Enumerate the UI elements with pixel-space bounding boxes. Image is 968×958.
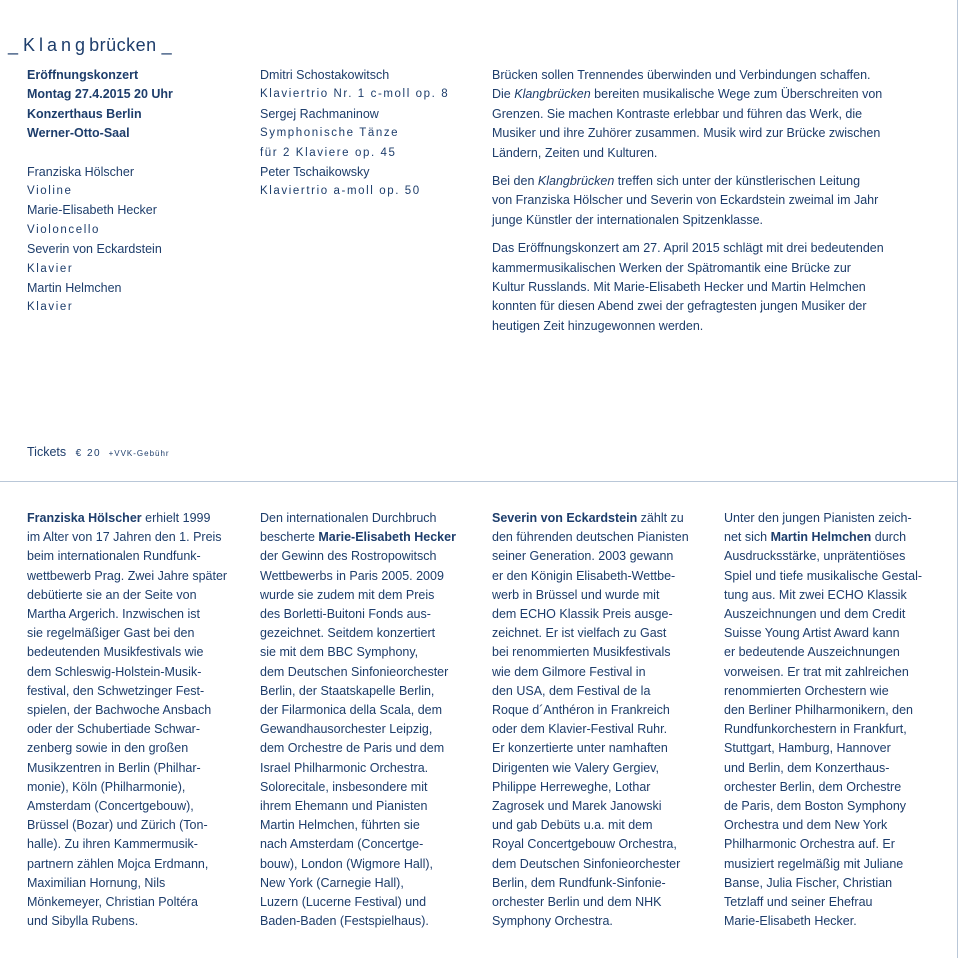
section-divider (0, 481, 958, 482)
text-line: partnern zählen Mojca Erdmann, (27, 856, 209, 871)
text-line: dem Schleswig-Holstein-Musik- (27, 664, 202, 679)
text-line: Royal Concertgebouw Orchestra, (492, 837, 677, 852)
intro-text (492, 66, 928, 345)
text-line: Israel Philharmonic Orchestra. (260, 760, 429, 775)
biography-text (724, 509, 936, 931)
text-line: Baden-Baden (Festspielhaus). (260, 914, 429, 929)
text-line: Philippe Herreweghe, Lothar (492, 779, 651, 794)
program-work: für 2 Klaviere op. 45 (260, 146, 397, 159)
text-line: heutigen Zeit hinzugewonnen werden. (492, 318, 704, 333)
program-composer: Dmitri Schostakowitsch (260, 68, 390, 82)
text-line: de Paris, dem Boston Symphony (724, 799, 907, 814)
text-line: Rundfunkorchestern in Frankfurt, (724, 722, 907, 737)
biography-text (27, 509, 239, 931)
text-line: der Gewinn des Rostropowitsch (260, 549, 437, 564)
tickets-price: € 20 (75, 448, 102, 459)
text-line: er bedeutende Auszeichnungen (724, 645, 900, 660)
text-line: vorweisen. Er trat mit zahlreichen (724, 664, 909, 679)
text-line: Martin Helmchen, führten sie (260, 818, 420, 833)
tickets-fee: +VVK-Gebühr (108, 449, 170, 458)
event-date: Montag 27.4.2015 20 Uhr (27, 87, 173, 102)
text-line: zenberg sowie in den großen (27, 741, 189, 756)
text-line: nach Amsterdam (Concertge- (260, 837, 424, 852)
title-dash-right: _ (161, 35, 172, 55)
event-hall: Werner-Otto-Saal (27, 126, 130, 141)
text-line: zeichnet. Er ist vielfach zu Gast (492, 626, 667, 641)
text-line: Wettbewerbs in Paris 2005. 2009 (260, 568, 444, 583)
title-suffix: brücken (89, 35, 157, 55)
intro-paragraph (492, 172, 928, 230)
text-line: Ausdrucksstärke, unprätentiöses (724, 549, 906, 564)
text-line: Kultur Russlands. Mit Marie-Elisabeth Hecker und Martin Helmchen (492, 280, 866, 295)
text-line: Berlin, der Staatskapelle Berlin, (260, 683, 435, 698)
program-work: Klaviertrio a-moll op. 50 (260, 185, 421, 198)
text-line: bei renommierten Musikfestivals (492, 645, 671, 660)
text-line: Auszeichnungen und dem Credit (724, 607, 906, 622)
tickets-label: Tickets (27, 445, 67, 459)
text-line: Er konzertierte unter namhaften (492, 741, 668, 756)
text-line: den führenden deutschen Pianisten (492, 530, 689, 545)
bio-name: Franziska Hölscher (27, 511, 142, 525)
text-line: sie regelmäßiger Gast bei den (27, 626, 195, 641)
text-line: kammermusikalischen Werken der Spätromantik eine Brücke zur (492, 260, 851, 275)
text-line: Bei den Klangbrücken treffen sich unter der künstlerischen Leitung (492, 174, 861, 189)
text-line: halle). Zu ihren Kammermusik- (27, 837, 198, 852)
text-line: Mönkemeyer, Christian Poltéra (27, 895, 198, 910)
text-line: konnten für diesen Abend zwei der gefragtesten jungen Musiker der (492, 299, 867, 314)
program-composer: Peter Tschaikowsky (260, 165, 370, 180)
text-line: von Franziska Hölscher und Severin von Eckardstein zweimal im Jahr (492, 193, 879, 208)
text-line: sie mit dem BBC Symphony, (260, 645, 419, 660)
text-line: Maximilian Hornung, Nils (27, 875, 166, 890)
performer-instrument: Klavier (27, 301, 74, 314)
text-line: Brücken sollen Trennendes überwinden und Verbindungen schaffen. (492, 68, 871, 82)
performer-instrument: Violoncello (27, 223, 101, 236)
text-line: Das Eröffnungskonzert am 27. April 2015 schlägt mit drei bedeutenden (492, 241, 884, 256)
text-line: gezeichnet. Seitdem konzertiert (260, 626, 436, 641)
text-line: Ländern, Zeiten und Kulturen. (492, 145, 658, 160)
intro-paragraph (492, 66, 928, 163)
text-line: dem Orchestre de Paris und dem (260, 741, 445, 756)
text-line: im Alter von 17 Jahren den 1. Preis (27, 530, 222, 545)
event-venue: Konzerthaus Berlin (27, 106, 142, 121)
text-line: des Borletti-Buitoni Fonds aus- (260, 607, 431, 622)
page-title (8, 34, 172, 56)
text-line: wie dem Gilmore Festival in (492, 664, 646, 679)
text-line: oder der Schubertiade Schwar- (27, 722, 201, 737)
text-line: New York (Carnegie Hall), (260, 875, 404, 890)
text-line: Franziska Hölscher erhielt 1999 (27, 511, 211, 525)
text-line: musiziert regelmäßig mit Juliane (724, 856, 904, 871)
text-line: net sich Martin Helmchen durch (724, 530, 907, 545)
title-dash-left: _ (8, 35, 19, 55)
text-line: wettbewerb Prag. Zwei Jahre später (27, 568, 228, 583)
text-line: Philharmonic Orchestra auf. Er (724, 837, 895, 852)
bio-name: Severin von Eckardstein (492, 511, 638, 525)
text-line: seiner Generation. 2003 gewann (492, 549, 674, 564)
text-line: Dirigenten wie Valery Gergiev, (492, 760, 659, 775)
performer-name: Severin von Eckardstein (27, 242, 162, 257)
event-name: Eröffnungskonzert (27, 68, 139, 82)
text-line: Musiker und ihre Zuhörer zusammen. Musik wird zur Brücke zwischen (492, 126, 881, 141)
text-line: dem Deutschen Sinfonieorchester (260, 664, 449, 679)
text-line: Amsterdam (Concertgebouw), (27, 799, 194, 814)
text-line: Brüssel (Bozar) und Zürich (Ton- (27, 818, 208, 833)
biography-text (492, 509, 704, 931)
performer-instrument: Violine (27, 185, 73, 198)
text-line: und Berlin, dem Konzerthaus- (724, 760, 890, 775)
bio-name: Marie-Elisabeth Hecker (318, 530, 456, 545)
tickets-info (27, 444, 170, 462)
text-line: Suisse Young Artist Award kann (724, 626, 900, 641)
text-line: werb in Brüssel und wurde mit (492, 587, 660, 602)
program-work: Klaviertrio Nr. 1 c-moll op. 8 (260, 88, 450, 101)
biography-hoelscher (27, 509, 239, 931)
text-line: Orchestra und dem New York (724, 818, 888, 833)
text-line: dem Deutschen Sinfonieorchester (492, 856, 681, 871)
text-line: Stuttgart, Hamburg, Hannover (724, 741, 891, 756)
text-line: wurde sie zudem mit dem Preis (260, 587, 435, 602)
text-line: der Filarmonica della Scala, dem (260, 703, 443, 718)
text-line: Banse, Julia Fischer, Christian (724, 875, 893, 890)
biography-helmchen (724, 509, 936, 931)
text-line: Luzern (Lucerne Festival) und (260, 895, 427, 910)
text-line: Roque d´Anthéron in Frankreich (492, 703, 670, 718)
text-line: Den internationalen Durchbruch (260, 511, 437, 525)
biography-text (260, 509, 472, 931)
text-line: Grenzen. Sie machen Kontraste erlebbar und führen das Werk, die (492, 106, 863, 121)
text-line: Gewandhausorchester Leipzig, (260, 722, 433, 737)
text-line: und gab Debüts u.a. mit dem (492, 818, 653, 833)
intro-paragraph (492, 239, 928, 336)
program-list (260, 66, 480, 202)
title-prefix: Klang (23, 35, 90, 55)
text-line: bedeutenden Musikfestivals wie (27, 645, 204, 660)
text-line: ihrem Ehemann und Pianisten (260, 799, 428, 814)
text-line: Berlin, dem Rundfunk-Sinfonie- (492, 875, 666, 890)
text-line: tung aus. Mit zwei ECHO Klassik (724, 587, 907, 602)
text-line: debütierte sie an der Seite von (27, 587, 197, 602)
text-line: er den Königin Elisabeth-Wettbe- (492, 568, 676, 583)
text-line: Martha Argerich. Inzwischen ist (27, 607, 200, 622)
text-line: oder dem Klavier-Festival Ruhr. (492, 722, 668, 737)
performer-name: Marie-Elisabeth Hecker (27, 203, 157, 218)
biography-hecker (260, 509, 472, 931)
text-line: Tetzlaff und seiner Ehefrau (724, 895, 873, 910)
event-info (27, 66, 242, 318)
bio-name: Martin Helmchen (770, 530, 872, 545)
text-line: orchester Berlin, dem Orchestre (724, 779, 902, 794)
performer-instrument: Klavier (27, 262, 74, 275)
emphasis: Klangbrücken (537, 174, 615, 189)
emphasis: Klangbrücken (514, 87, 591, 102)
text-line: Musikzentren in Berlin (Philhar- (27, 760, 201, 775)
text-line: bouw), London (Wigmore Hall), (260, 856, 433, 871)
text-line: den Berliner Philharmonikern, den (724, 703, 913, 718)
text-line: junge Künstler der internationalen Spitzenklasse. (492, 212, 764, 227)
text-line: Marie-Elisabeth Hecker. (724, 914, 857, 929)
text-line: Symphony Orchestra. (492, 914, 613, 929)
text-line: Zagrosek und Marek Janowski (492, 799, 662, 814)
program-work: Symphonische Tänze (260, 127, 400, 140)
program-composer: Sergej Rachmaninow (260, 106, 379, 121)
text-line: und Sibylla Rubens. (27, 914, 139, 929)
text-line: den USA, dem Festival de la (492, 683, 651, 698)
biography-eckardstein (492, 509, 704, 931)
text-line: Die Klangbrücken bereiten musikalische Wege zum Überschreiten von (492, 87, 883, 102)
text-line: Severin von Eckardstein zählt zu (492, 511, 684, 525)
text-line: orchester Berlin und dem NHK (492, 895, 662, 910)
text-line: monie), Köln (Philharmonie), (27, 779, 186, 794)
performer-name: Franziska Hölscher (27, 164, 134, 179)
text-line: beim internationalen Rundfunk- (27, 549, 201, 564)
text-line: spielen, der Bachwoche Ansbach (27, 703, 212, 718)
text-line: Unter den jungen Pianisten zeich- (724, 511, 912, 525)
text-line: festival, den Schwetzinger Fest- (27, 683, 205, 698)
performer-name: Martin Helmchen (27, 281, 122, 296)
text-line: Spiel und tiefe musikalische Gestal- (724, 568, 923, 583)
text-line: dem ECHO Klassik Preis ausge- (492, 607, 673, 622)
text-line: renommierten Orchestern wie (724, 683, 889, 698)
text-line: bescherte Marie-Elisabeth Hecker (260, 530, 456, 545)
text-line: Solorecitale, insbesondere mit (260, 779, 428, 794)
